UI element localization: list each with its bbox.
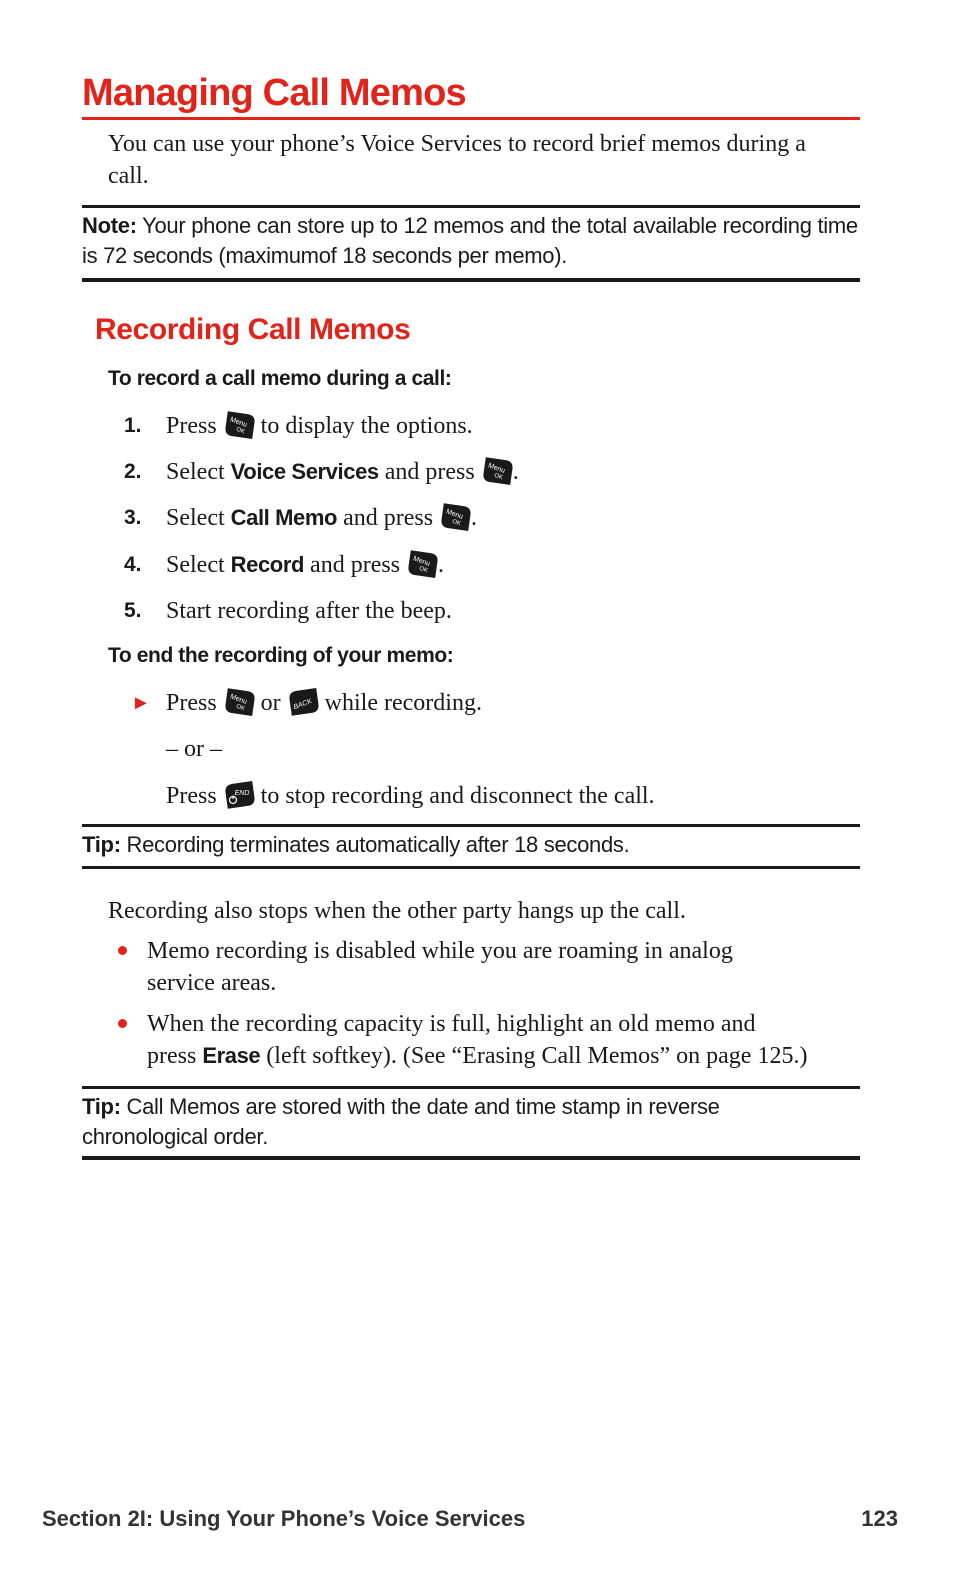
ok-key-label: OK xyxy=(451,518,462,528)
step-text: and press xyxy=(310,552,401,578)
bullet-item xyxy=(147,935,867,999)
step-number: 3. xyxy=(124,506,142,529)
bullet-text: (left softkey). (See “Erasing Call Memos” on page 125.) xyxy=(266,1043,808,1069)
note-top-rule xyxy=(82,205,860,208)
step-text: . xyxy=(471,505,478,531)
footer-section: Section 2I: Using Your Phone’s Voice Services xyxy=(42,1506,526,1531)
step-text: . xyxy=(438,552,445,578)
back-key-label: BACK xyxy=(292,697,313,712)
step-text: . xyxy=(512,459,519,485)
step-text: Press xyxy=(166,783,217,809)
step-keyword: Record xyxy=(230,552,305,577)
step-1 xyxy=(166,410,473,442)
step-text: to stop recording and disconnect the call. xyxy=(260,783,655,809)
tip-text: Recording terminates automatically after 18 seconds. xyxy=(126,832,630,857)
bullet-line xyxy=(147,1040,877,1072)
page-number: 123 xyxy=(861,1506,898,1531)
menu-key-label: Menu xyxy=(228,416,248,429)
tip-label: Tip: xyxy=(82,832,121,857)
tip-text: chronological order. xyxy=(82,1124,269,1149)
tip1-bottom-rule xyxy=(82,866,860,869)
step-3 xyxy=(166,502,477,534)
step-2 xyxy=(166,456,519,488)
step-text: and press xyxy=(384,459,475,485)
page-title: Managing Call Memos xyxy=(82,72,466,114)
tip-text: Call Memos are stored with the date and time stamp in reverse xyxy=(126,1094,720,1119)
step-text: while recording. xyxy=(324,690,482,716)
menu-key-label: Menu xyxy=(486,462,506,475)
step-keyword: Voice Services xyxy=(230,459,379,484)
note-box xyxy=(82,211,862,271)
step-number: 5. xyxy=(124,599,142,622)
bullet-text: press xyxy=(147,1043,197,1069)
paragraph: Recording also stops when the other party hangs up the call. xyxy=(108,898,686,924)
tip-box xyxy=(82,1092,862,1152)
menu-key-label: Menu xyxy=(412,555,431,568)
note-label: Note: xyxy=(82,213,137,238)
menu-ok-key-icon xyxy=(481,456,513,486)
or-separator: – or – xyxy=(166,736,222,762)
step-text: Select xyxy=(166,552,225,578)
menu-ok-key-icon xyxy=(439,502,471,532)
step-5 xyxy=(166,595,452,627)
note-bottom-rule xyxy=(82,278,860,282)
ok-key-label: OK xyxy=(234,426,246,436)
tip1-top-rule xyxy=(82,824,860,827)
end-key-label: END xyxy=(234,790,250,797)
tip2-bottom-rule xyxy=(82,1156,860,1160)
lead-end: To end the recording of your memo: xyxy=(108,644,454,667)
erase-keyword: Erase xyxy=(202,1043,261,1068)
step-text: Press xyxy=(166,413,217,439)
bullet-icon xyxy=(118,1019,127,1028)
step-text: Select xyxy=(166,459,225,485)
step-keyword: Call Memo xyxy=(230,505,338,530)
ok-key-label: OK xyxy=(492,472,504,482)
step-text: and press xyxy=(343,505,434,531)
lead-record: To record a call memo during a call: xyxy=(108,367,452,390)
tip-box xyxy=(82,830,862,860)
arrow-bullet-icon: ► xyxy=(131,692,151,714)
tip-label: Tip: xyxy=(82,1094,121,1119)
step-number: 2. xyxy=(124,460,142,483)
ok-key-label: OK xyxy=(234,703,246,713)
ok-key-label: OK xyxy=(418,565,429,575)
menu-ok-key-icon xyxy=(223,410,255,440)
bullet-icon xyxy=(118,946,127,955)
end-option-2 xyxy=(166,780,655,812)
intro-paragraph: You can use your phone’s Voice Services to record brief memos during a call. xyxy=(108,131,806,189)
bullet-item xyxy=(147,1008,877,1072)
section-title: Recording Call Memos xyxy=(95,313,411,346)
menu-key-label: Menu xyxy=(445,508,464,521)
step-text: Press xyxy=(166,690,217,716)
step-text: Select xyxy=(166,505,225,531)
bullet-line: service areas. xyxy=(147,970,277,996)
tip2-top-rule xyxy=(82,1086,860,1089)
end-key-icon xyxy=(223,780,255,810)
step-4 xyxy=(166,549,444,581)
back-key-icon xyxy=(287,687,319,717)
bullet-line: Memo recording is disabled while you are roaming in analog xyxy=(147,938,733,964)
menu-ok-key-icon xyxy=(406,549,438,579)
title-underline xyxy=(82,117,860,120)
step-text: or xyxy=(260,690,281,716)
step-text: Start recording after the beep. xyxy=(166,598,452,624)
note-text: Your phone can store up to 12 memos and the total available recording time is 72 seconds (maximumof 18 seconds per memo). xyxy=(82,213,858,268)
step-number: 4. xyxy=(124,553,142,576)
step-number: 1. xyxy=(124,414,142,437)
bullet-line: When the recording capacity is full, highlight an old memo and xyxy=(147,1011,756,1037)
menu-ok-key-icon xyxy=(223,687,255,717)
menu-key-label: Menu xyxy=(228,693,248,706)
step-text: to display the options. xyxy=(260,413,473,439)
end-option-1 xyxy=(166,687,482,719)
